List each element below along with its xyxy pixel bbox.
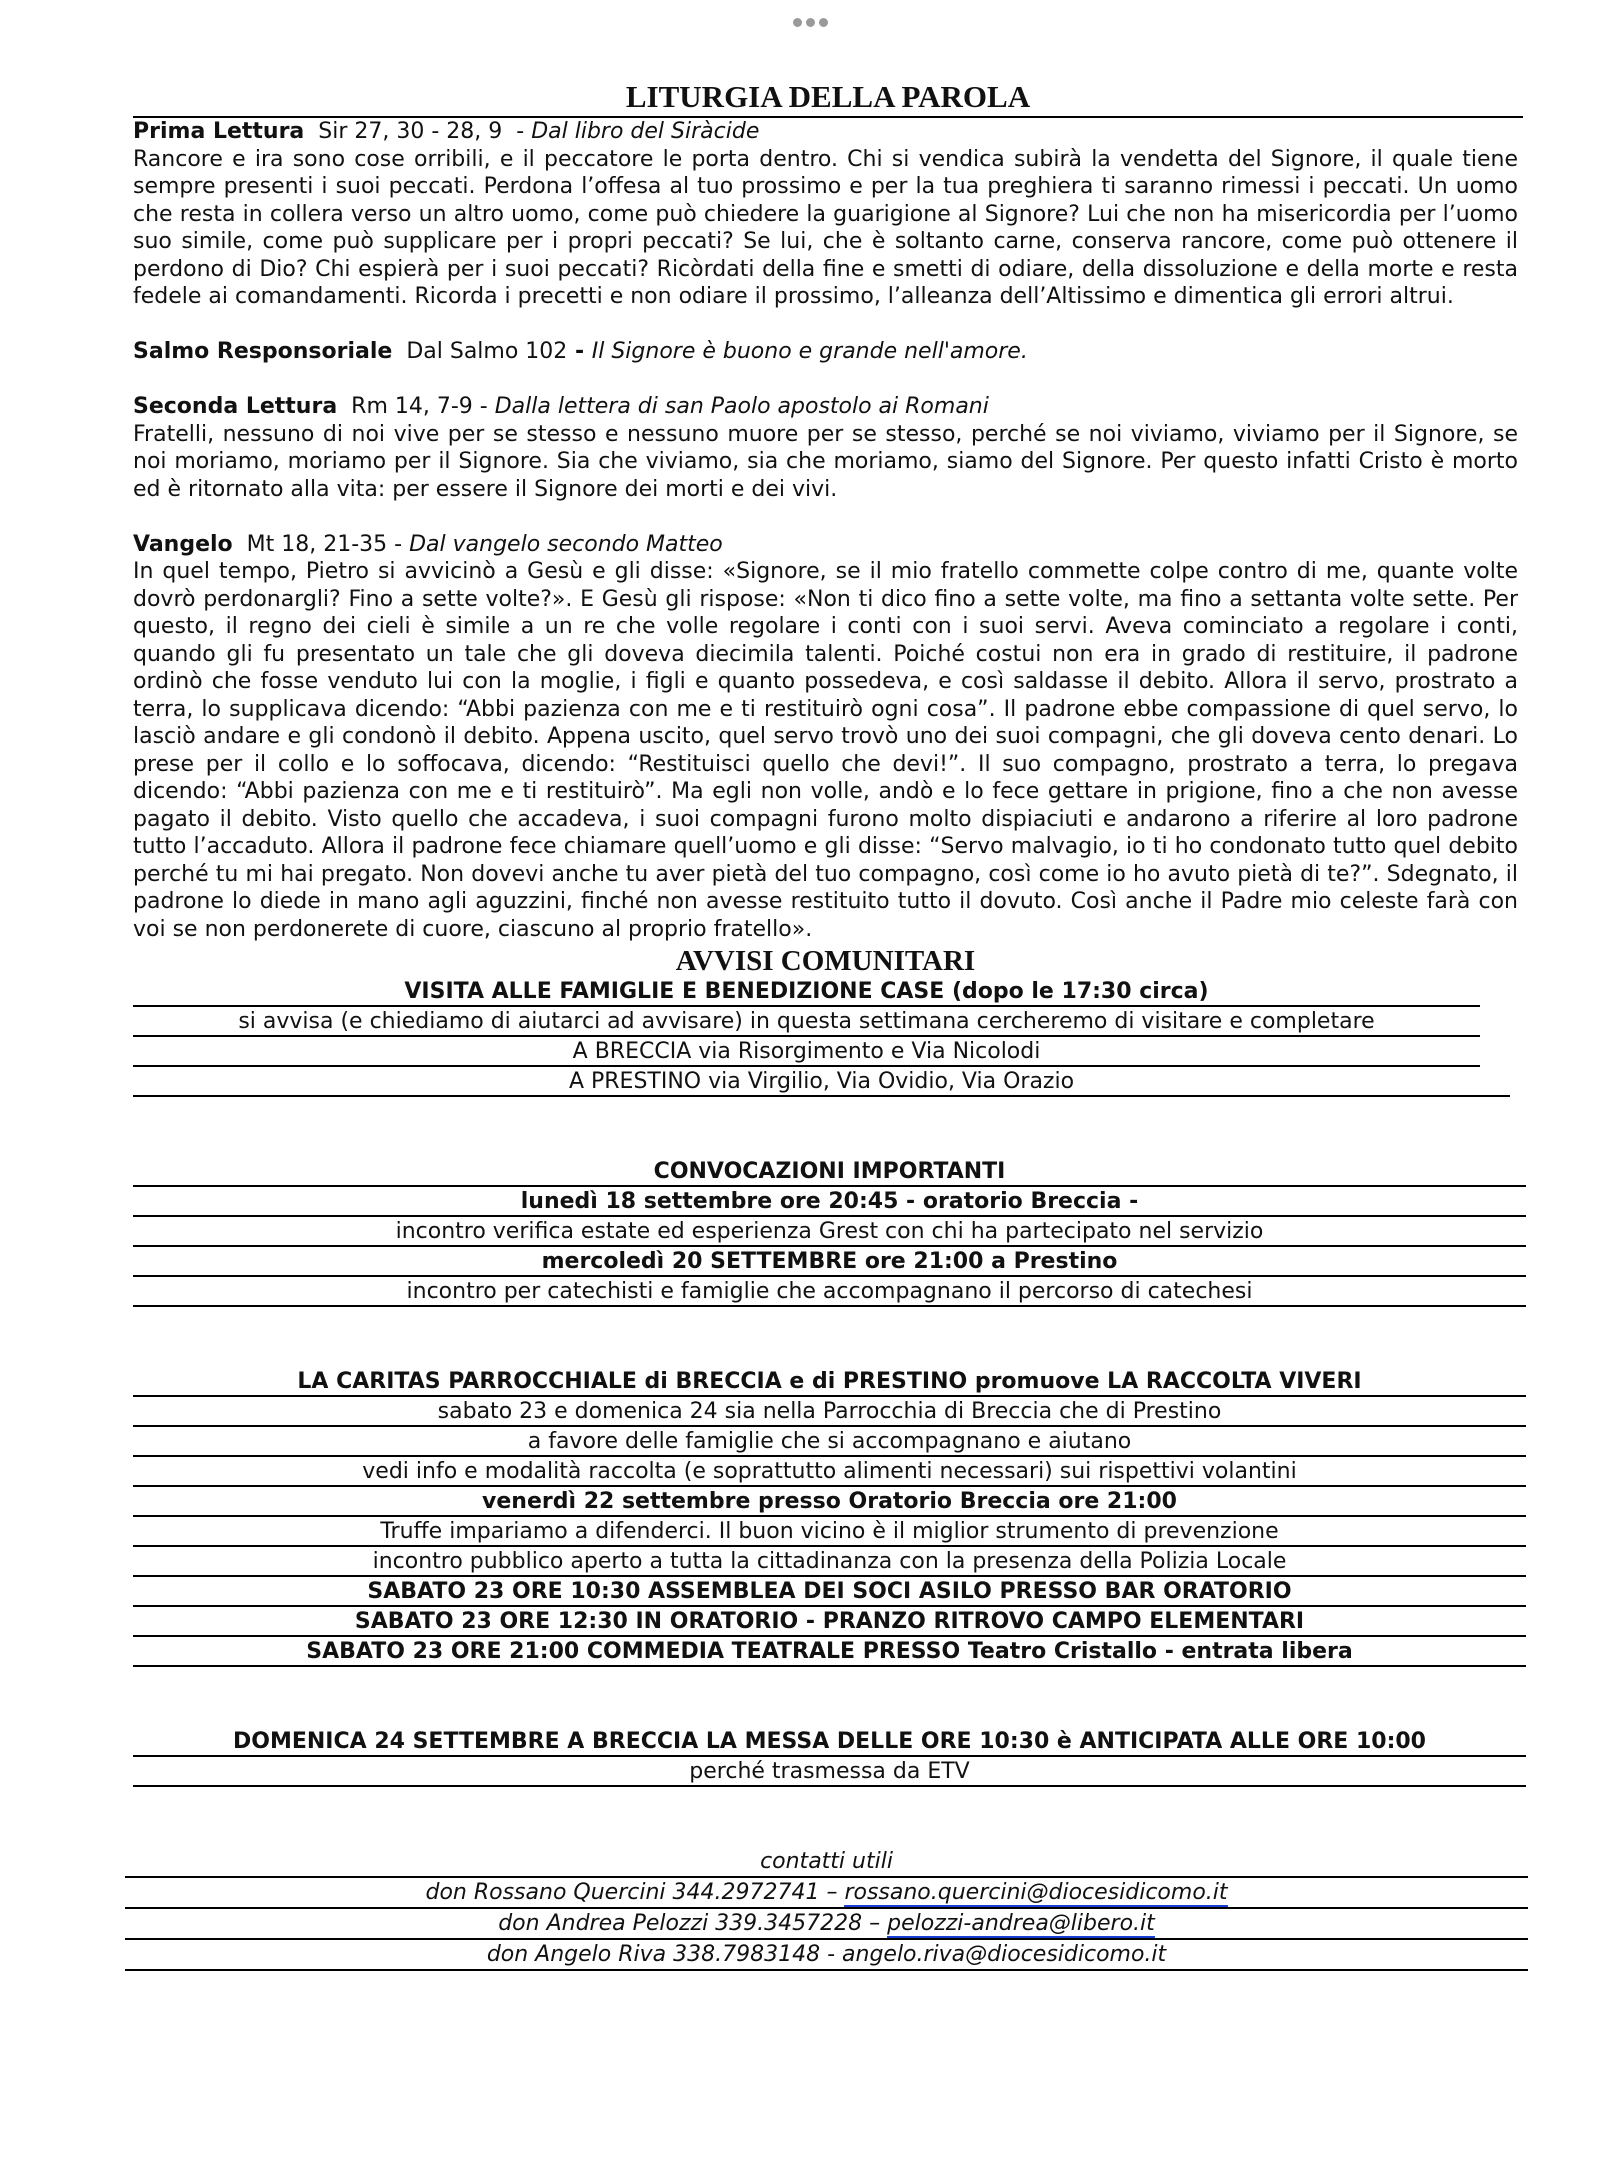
- visita-heading: VISITA ALLE FAMIGLIE E BENEDIZIONE CASE (dopo le 17:30 circa): [133, 977, 1480, 1007]
- caritas-line: SABATO 23 ORE 12:30 IN ORATORIO - PRANZO RITROVO CAMPO ELEMENTARI: [133, 1607, 1526, 1637]
- page: [133, 78, 1518, 1971]
- convocazioni-line: lunedì 18 settembre ore 20:45 - oratorio Breccia -: [133, 1187, 1526, 1217]
- convocazioni-line: mercoledì 20 SETTEMBRE ore 21:00 a Prestino: [133, 1247, 1526, 1277]
- contacts-block: [125, 1847, 1528, 1971]
- reading-source: Dal libro del Siràcide: [531, 119, 760, 144]
- reading-ref: Rm 14, 7-9: [351, 394, 473, 419]
- reading-source: Dal vangelo secondo Matteo: [409, 531, 723, 557]
- reading-salmo: [133, 338, 1518, 366]
- reading-ref: Sir 27, 30 - 28, 9: [318, 119, 503, 144]
- reading-heading: [133, 338, 1518, 366]
- convocazioni-block: [133, 1157, 1526, 1307]
- caritas-line: SABATO 23 ORE 21:00 COMMEDIA TEATRALE PRESSO Teatro Cristallo - entrata libera: [133, 1637, 1526, 1667]
- caritas-block: [133, 1367, 1526, 1667]
- caritas-line: Truffe impariamo a difenderci. Il buon vicino è il miglior strumento di prevenzione: [133, 1517, 1526, 1547]
- contact-entry: [125, 1878, 1528, 1909]
- visita-block: [133, 977, 1480, 1097]
- reading-name: Seconda Lettura: [133, 394, 338, 419]
- caritas-line: incontro pubblico aperto a tutta la cittadinanza con la presenza della Polizia Locale: [133, 1547, 1526, 1577]
- reading-source: Dalla lettera di san Paolo apostolo ai Romani: [494, 394, 989, 419]
- caritas-line: sabato 23 e domenica 24 sia nella Parrocchia di Breccia che di Prestino: [133, 1397, 1526, 1427]
- visita-line: A BRECCIA via Risorgimento e Via Nicolodi: [133, 1037, 1480, 1067]
- email-text[interactable]: angelo.riva@diocesidicomo.it: [842, 1942, 1167, 1967]
- separator: -: [387, 531, 410, 557]
- contacts-heading: contatti utili: [125, 1847, 1528, 1878]
- contact-entry: [125, 1909, 1528, 1940]
- visita-line: si avvisa (e chiediamo di aiutarci ad avvisare) in questa settimana cercheremo di visitare e completare: [133, 1007, 1480, 1037]
- domenica-heading: DOMENICA 24 SETTEMBRE A BRECCIA LA MESSA DELLE ORE 10:30 è ANTICIPATA ALLE ORE 10:00: [133, 1727, 1526, 1757]
- reading-heading: [133, 531, 1518, 559]
- reading-prima: [133, 118, 1518, 311]
- reading-seconda: [133, 393, 1518, 503]
- reading-text: In quel tempo, Pietro si avvicinò a Gesù e gli disse: «Signore, se il mio fratello commette colpe contro di me, quante volte dovrò perdonargli? Fino a sette volte?». E Gesù gli rispose: «Non ti dico fino a sette volte, ma fino a settanta volte sette. Per questo, il regno dei cieli è simile a un re che volle regolare i conti con i suoi servi. Aveva cominciato a regolare i conti, quando gli fu presentato un tale che gli doveva diecimila talenti. Poiché costui non era in grado di restituire, il padrone ordinò che fosse venduto lui con la moglie, i figli e quanto possedeva, e così saldasse il debito. Allora il servo, prostrato a terra, lo supplicava dicendo: “Abbi pazienza con me e ti restituirò ogni cosa”. Il padrone ebbe compassione di quel servo, lo lasciò andare e gli condonò il debito. Appena uscito, quel servo trovò uno dei suoi compagni, che gli doveva cento denari. Lo prese per il collo e lo soffocava, dicendo: “Restituisci quello che devi!”. Il suo compagno, prostrato a terra, lo pregava dicendo: “Abbi pazienza con me e ti restituirò”. Ma egli non volle, andò e lo fece gettare in prigione, fino a che non avesse pagato il debito. Visto quello che accadeva, i suoi compagni furono molto dispiaciuti e andarono a riferire al loro padrone tutto l’accaduto. Allora il padrone fece chiamare quell’uomo e gli disse: “Servo malvagio, io ti ho condonato tutto quel debito perché tu mi hai pregato. Non dovevi anche tu aver pietà del tuo compagno, così come io ho avuto pietà di te?”. Sdegnato, il padrone lo diede in mano agli aguzzini, finché non avesse restituito tutto il dovuto. Così anche il Padre mio celeste farà con voi se non perdonerete di cuore, ciascuno al proprio fratello».: [133, 559, 1518, 942]
- reading-name: Salmo Responsoriale: [133, 339, 393, 364]
- reading-heading: [133, 393, 1518, 421]
- reading-name: Vangelo: [133, 531, 233, 557]
- convocazioni-line: incontro per catechisti e famiglie che accompagnano il percorso di catechesi: [133, 1277, 1526, 1307]
- reading-ref: Mt 18, 21-35: [246, 531, 388, 557]
- reading-text: Rancore e ira sono cose orribili, e il peccatore le porta dentro. Chi si vendica subirà la vendetta del Signore, il quale tiene sempre presenti i suoi peccati. Perdona l’offesa al tuo prossimo e per la tua preghiera ti saranno rimessi i peccati. Un uomo che resta in collera verso un altro uomo, come può chiedere la guarigione al Signore? Lui che non ha misericordia per l’uomo suo simile, come può supplicare per i propri peccati? Se lui, che è soltanto carne, conserva rancore, come può ottenere il perdono di Dio? Chi espierà per i suoi peccati? Ricòrdati della fine e smetti di odiare, della dissoluzione e della morte e resta fedele ai comandamenti. Ricorda i precetti e non odiare il prossimo, l’alleanza dell’Altissimo e dimentica gli errori altrui.: [133, 146, 1518, 309]
- dot: [793, 18, 802, 27]
- contact-prefix: don Angelo Riva 338.7983148 -: [486, 1942, 843, 1967]
- caritas-heading: LA CARITAS PARROCCHIALE di BRECCIA e di PRESTINO promuove LA RACCOLTA VIVERI: [133, 1367, 1526, 1397]
- email-link[interactable]: rossano.quercini@diocesidicomo.it: [844, 1880, 1228, 1905]
- dot: [806, 18, 815, 27]
- caritas-line: venerdì 22 settembre presso Oratorio Breccia ore 21:00: [133, 1487, 1526, 1517]
- caritas-line: a favore delle famiglie che si accompagnano e aiutano: [133, 1427, 1526, 1457]
- contact-prefix: don Rossano Quercini 344.2972741 –: [425, 1880, 845, 1905]
- caritas-line: SABATO 23 ORE 10:30 ASSEMBLEA DEI SOCI ASILO PRESSO BAR ORATORIO: [133, 1577, 1526, 1607]
- avvisi-title: AVVISI COMUNITARI: [675, 945, 976, 977]
- visita-line: A PRESTINO via Virgilio, Via Ovidio, Via Orazio: [133, 1067, 1510, 1097]
- reading-vangelo: [133, 531, 1518, 944]
- contact-entry: [125, 1940, 1528, 1971]
- reading-text: Fratelli, nessuno di noi vive per se stesso e nessuno muore per se stesso, perché se noi viviamo, viviamo per il Signore, se noi moriamo, moriamo per il Signore. Sia che viviamo, sia che moriamo, siamo del Signore. Per questo infatti Cristo è morto ed è ritornato alla vita: per essere il Signore dei morti e dei vivi.: [133, 421, 1518, 502]
- separator: -: [472, 394, 495, 419]
- domenica-block: [133, 1727, 1526, 1787]
- reading-heading: [133, 118, 1518, 146]
- dot: [819, 18, 828, 27]
- convocazioni-line: incontro verifica estate ed esperienza Grest con chi ha partecipato nel servizio: [133, 1217, 1526, 1247]
- more-dots-icon[interactable]: [0, 14, 1620, 32]
- caritas-line: vedi info e modalità raccolta (e soprattutto alimenti necessari) sui rispettivi volantini: [133, 1457, 1526, 1487]
- document-title: LITURGIA DELLA PAROLA: [133, 78, 1523, 118]
- convocazioni-heading: CONVOCAZIONI IMPORTANTI: [133, 1157, 1526, 1187]
- separator: -: [567, 339, 592, 364]
- reading-name: Prima Lettura: [133, 119, 305, 144]
- email-link[interactable]: pelozzi-andrea@libero.it: [887, 1911, 1155, 1936]
- separator: -: [509, 119, 532, 144]
- domenica-line: perché trasmessa da ETV: [133, 1757, 1526, 1787]
- reading-source: Il Signore è buono e grande nell'amore.: [591, 339, 1028, 364]
- reading-ref: Dal Salmo 102: [406, 339, 568, 364]
- contact-prefix: don Andrea Pelozzi 339.3457228 –: [498, 1911, 888, 1936]
